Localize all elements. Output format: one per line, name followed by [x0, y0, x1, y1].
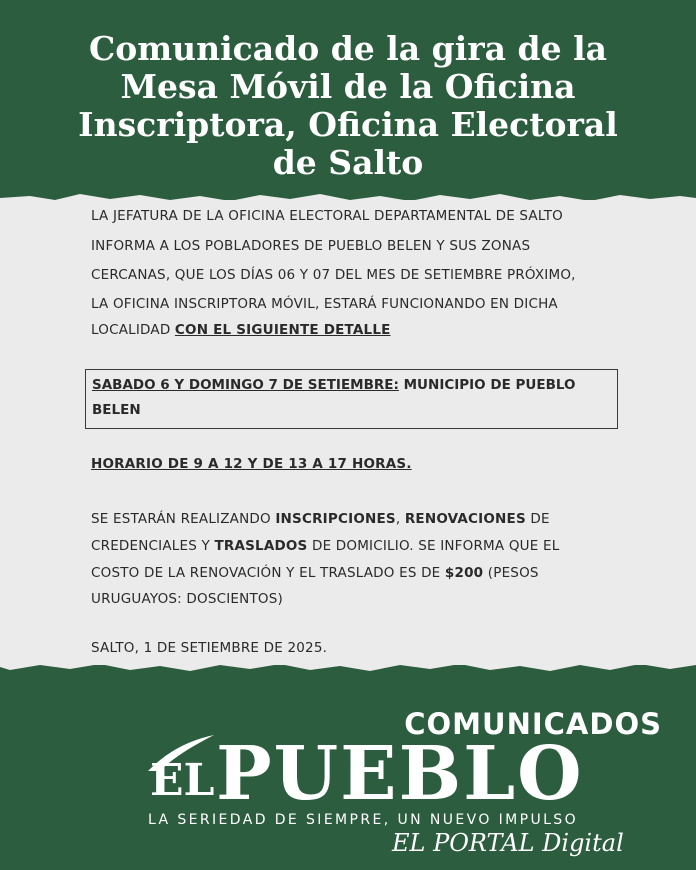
doc-bold: $200: [444, 565, 484, 581]
document-paper: [0, 200, 696, 665]
box-date: SABADO 6 Y DOMINGO 7 DE SETIEMBRE:: [92, 377, 399, 393]
doc-line: LA OFICINA INSCRIPTORA MÓVIL, ESTARÁ FUNCIONANDO EN DICHA: [91, 296, 558, 312]
doc-text: DE DOMICILIO. SE INFORMA QUE EL: [307, 538, 560, 554]
doc-text: CREDENCIALES Y: [91, 538, 215, 554]
doc-text: COSTO DE LA RENOVACIÓN Y EL TRASLADO ES DE: [91, 565, 445, 581]
doc-line: CERCANAS, QUE LOS DÍAS 06 Y 07 DEL MES DE SETIEMBRE PRÓXIMO,: [91, 267, 576, 283]
doc-text: ,: [395, 511, 405, 527]
box-place: MUNICIPIO DE PUEBLO: [398, 377, 576, 393]
headline-line-3: Inscriptora, Oficina Electoral: [78, 105, 618, 144]
doc-line: INFORMA A LOS POBLADORES DE PUEBLO BELEN Y SUS ZONAS: [91, 238, 531, 254]
headline: [0, 30, 696, 182]
headline-line-4: de Salto: [272, 143, 424, 182]
doc-bold: RENOVACIONES: [404, 511, 526, 527]
logo-el: EL: [150, 755, 215, 806]
doc-text: SE ESTARÁN REALIZANDO: [91, 511, 276, 527]
el-pueblo-logo: [138, 731, 618, 817]
signature-line: SALTO, 1 DE SETIEMBRE DE 2025.: [91, 640, 328, 656]
date-box: [85, 369, 618, 429]
doc-line: URUGUAYOS: DOSCIENTOS): [91, 591, 283, 607]
doc-emphasis: CON EL SIGUIENTE DETALLE: [174, 322, 391, 338]
doc-bold: TRASLADOS: [214, 538, 308, 554]
doc-line: LA JEFATURA DE LA OFICINA ELECTORAL DEPARTAMENTAL DE SALTO: [91, 208, 564, 224]
doc-line: [91, 506, 550, 533]
doc-line: [91, 317, 391, 344]
section-tag: COMUNICADOS: [404, 707, 662, 741]
logo-pueblo: PUEBLO: [216, 731, 584, 817]
headline-line-1: Comunicado de la gira de la: [88, 29, 608, 68]
schedule: HORARIO DE 9 A 12 Y DE 13 A 17 HORAS.: [91, 456, 412, 472]
doc-text: (PESOS: [483, 565, 539, 581]
schedule-line: [91, 451, 412, 478]
headline-line-2: Mesa Móvil de la Oficina: [120, 67, 576, 106]
slogan: LA SERIEDAD DE SIEMPRE, UN NUEVO IMPULSO: [148, 812, 578, 828]
box-line: [92, 372, 575, 399]
doc-text: LOCALIDAD: [91, 322, 175, 338]
box-line: BELEN: [92, 402, 141, 418]
doc-bold: INSCRIPCIONES: [275, 511, 396, 527]
doc-line: [91, 560, 539, 587]
portal-label: EL PORTAL Digital: [392, 829, 624, 857]
doc-line: [91, 533, 559, 560]
doc-text: DE: [525, 511, 550, 527]
